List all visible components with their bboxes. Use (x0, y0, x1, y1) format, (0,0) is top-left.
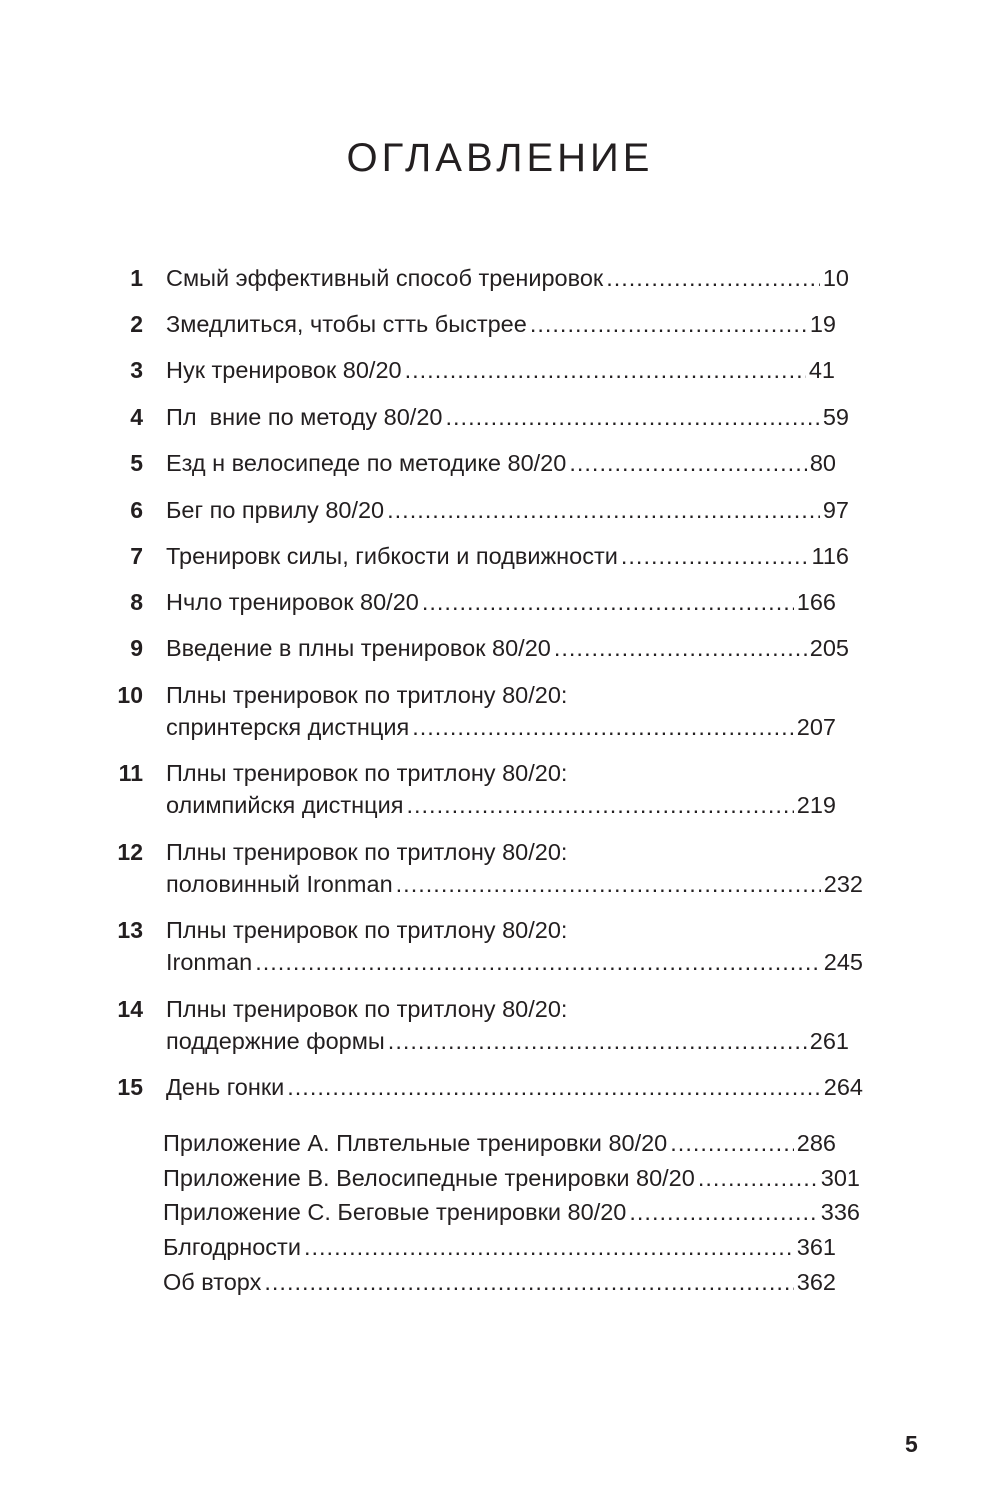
chapter-page: 232 (823, 871, 863, 897)
chapter-number: 15 (117, 1074, 143, 1100)
toc-entry[interactable] (166, 946, 863, 978)
chapter-page: 166 (796, 589, 836, 615)
chapter-number: 2 (130, 311, 143, 337)
chapter-title: олимпийскя дистнция (166, 792, 404, 818)
appendix-page: 362 (796, 1269, 836, 1295)
chapter-number: 8 (130, 589, 143, 615)
chapter-page: 10 (822, 265, 849, 291)
dot-leader (621, 540, 809, 572)
chapter-page: 219 (796, 792, 836, 818)
chapter-number: 12 (117, 839, 143, 865)
chapter-title: Змедлиться, чтобы стть быстрее (166, 311, 527, 337)
chapter-title-line1: Плны тренировок по тритлону 80/20: (166, 682, 568, 708)
dot-leader (255, 946, 821, 978)
dot-leader (388, 1025, 807, 1057)
appendix-title: Приложение В. Велосипедные тренировки 80/20 (163, 1165, 695, 1191)
chapter-page: 19 (809, 311, 836, 337)
chapter-title: День гонки (166, 1074, 285, 1100)
dot-leader (406, 789, 793, 821)
dot-leader (405, 354, 806, 386)
toc-entry[interactable] (166, 401, 849, 433)
dot-leader (569, 447, 807, 479)
chapter-title: Пл вние по методу 80/20 (166, 404, 443, 430)
dot-leader (304, 1231, 794, 1263)
chapter-title-line1: Плны тренировок по тритлону 80/20: (166, 917, 568, 943)
chapter-title: поддержние формы (166, 1028, 385, 1054)
toc-entry[interactable] (166, 494, 849, 526)
toc-entry[interactable] (166, 1071, 863, 1103)
dot-leader (445, 401, 819, 433)
appendix-title: Приложение А. Плвтельные тренировки 80/20 (163, 1130, 668, 1156)
chapter-page: 261 (809, 1028, 849, 1054)
dot-leader (629, 1196, 817, 1228)
appendix-title: Об вторх (163, 1269, 262, 1295)
chapter-title: Нук тренировок 80/20 (166, 357, 402, 383)
toc-entry[interactable] (166, 1025, 849, 1057)
chapter-number: 6 (130, 497, 143, 523)
toc-entry[interactable] (166, 447, 836, 479)
dot-leader (530, 308, 807, 340)
dot-leader (422, 586, 794, 618)
toc-entry[interactable] (166, 632, 849, 664)
toc-entry[interactable] (166, 540, 849, 572)
chapter-page: 80 (809, 450, 836, 476)
dot-leader (264, 1266, 793, 1298)
chapter-number: 4 (130, 404, 143, 430)
chapter-title: Бег по првилу 80/20 (166, 497, 385, 523)
chapter-title: Ironman (166, 949, 253, 975)
chapter-page: 207 (796, 714, 836, 740)
chapter-number: 10 (117, 682, 143, 708)
dot-leader (554, 632, 807, 664)
appendix-page: 336 (820, 1199, 860, 1225)
chapter-number: 13 (117, 917, 143, 943)
toc-entry[interactable] (166, 262, 849, 294)
chapter-page: 97 (822, 497, 849, 523)
toc-entry[interactable] (166, 586, 836, 618)
appendix-title: Приложение С. Беговые тренировки 80/20 (163, 1199, 627, 1225)
appendix-page: 361 (796, 1234, 836, 1260)
chapter-number: 11 (118, 760, 143, 786)
toc-entry[interactable] (166, 308, 836, 340)
dot-leader (387, 494, 820, 526)
chapter-page: 264 (823, 1074, 863, 1100)
chapter-title: Введение в плны тренировок 80/20 (166, 635, 551, 661)
chapter-number: 1 (130, 265, 143, 291)
chapter-title-line1: Плны тренировок по тритлону 80/20: (166, 760, 568, 786)
chapter-title: Нчло тренировок 80/20 (166, 589, 419, 615)
chapter-title: Езд н велосипеде по методике 80/20 (166, 450, 567, 476)
dot-leader (412, 711, 794, 743)
chapter-title-line1: Плны тренировок по тритлону 80/20: (166, 996, 568, 1022)
chapter-page: 245 (823, 949, 863, 975)
chapter-title-line1: Плны тренировок по тритлону 80/20: (166, 839, 568, 865)
toc-entry[interactable] (166, 354, 835, 386)
chapter-number: 3 (130, 357, 143, 383)
chapter-page: 59 (822, 404, 849, 430)
dot-leader (287, 1071, 821, 1103)
appendix-page: 301 (820, 1165, 860, 1191)
dot-leader (606, 262, 820, 294)
appendix-entry[interactable] (163, 1196, 860, 1228)
dot-leader (396, 868, 821, 900)
chapter-number: 14 (117, 996, 143, 1022)
chapter-page: 116 (811, 543, 849, 569)
chapter-title: половинный Ironman (166, 871, 393, 897)
chapter-title: Смый эффективный способ тренировок (166, 265, 604, 291)
chapter-number: 9 (130, 635, 143, 661)
chapter-title: спринтерскя дистнция (166, 714, 410, 740)
page-title: ОГЛАВЛЕНИЕ (346, 136, 654, 180)
appendix-entry[interactable] (163, 1266, 836, 1298)
toc-entry[interactable] (166, 789, 836, 821)
dot-leader (698, 1162, 818, 1194)
chapter-page: 205 (809, 635, 849, 661)
chapter-title: Тренировк силы, гибкости и подвижности (166, 543, 618, 569)
appendix-entry[interactable] (163, 1231, 836, 1263)
page-number: 5 (905, 1431, 918, 1457)
chapter-number: 7 (130, 543, 143, 569)
chapter-number: 5 (130, 450, 143, 476)
chapter-page: 41 (808, 357, 835, 383)
appendix-entry[interactable] (163, 1127, 836, 1159)
dot-leader (670, 1127, 794, 1159)
toc-entry[interactable] (166, 868, 863, 900)
appendix-entry[interactable] (163, 1162, 860, 1194)
toc-entry[interactable] (166, 711, 836, 743)
appendix-title: Блгодрности (163, 1234, 301, 1260)
appendix-page: 286 (796, 1130, 836, 1156)
